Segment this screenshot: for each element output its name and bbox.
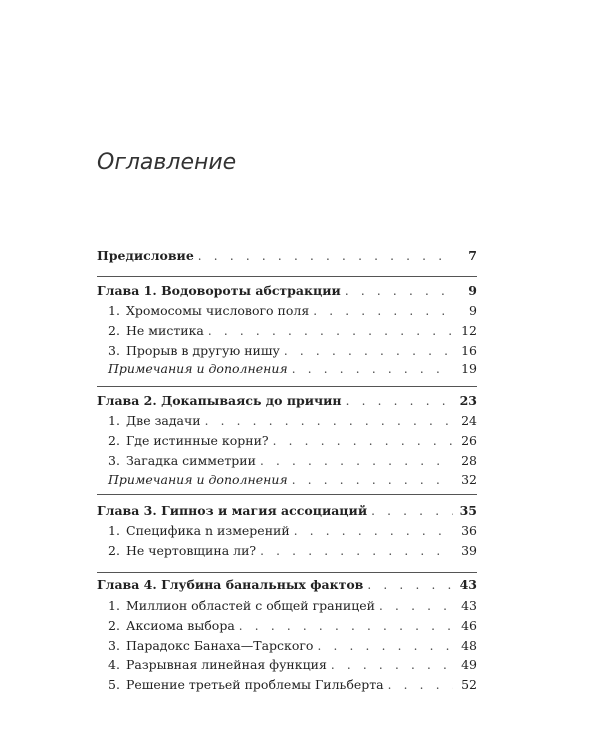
toc-section-row bbox=[108, 343, 477, 359]
toc-label: Аксиома выбора bbox=[126, 618, 235, 633]
dot-leader bbox=[317, 638, 453, 654]
toc-label: Примечания и дополнения bbox=[108, 361, 288, 376]
toc-page-number: 52 bbox=[461, 677, 477, 692]
dot-leader bbox=[346, 393, 453, 409]
toc-number: 2. bbox=[108, 323, 120, 338]
toc-label: Миллион областей с общей границей bbox=[126, 598, 376, 613]
toc-chapter-row bbox=[97, 393, 477, 409]
toc-label: Не мистика bbox=[126, 323, 204, 338]
dot-leader bbox=[292, 361, 453, 377]
toc-section-row bbox=[108, 618, 477, 634]
toc-notes-row bbox=[108, 361, 477, 377]
dot-leader bbox=[292, 472, 453, 488]
toc-page-number: 39 bbox=[461, 543, 477, 558]
dot-leader bbox=[371, 503, 453, 519]
dot-leader bbox=[284, 343, 453, 359]
toc-page-number: 48 bbox=[461, 638, 477, 653]
toc-number: 2. bbox=[108, 618, 120, 633]
dot-leader bbox=[367, 577, 453, 593]
dot-leader bbox=[198, 248, 453, 264]
toc-label: Две задачи bbox=[126, 413, 201, 428]
toc-number: 2. bbox=[108, 433, 120, 448]
dot-leader bbox=[345, 283, 453, 299]
divider bbox=[97, 572, 477, 573]
toc-label: Загадка симметрии bbox=[126, 453, 256, 468]
dot-leader bbox=[260, 453, 453, 469]
toc-label: Примечания и дополнения bbox=[108, 472, 288, 487]
toc-number: 4. bbox=[108, 657, 120, 672]
toc-page-number: 28 bbox=[461, 453, 477, 468]
toc-label: Специфика n измерений bbox=[126, 523, 290, 538]
toc-label: Не чертовщина ли? bbox=[126, 543, 257, 558]
toc-section-row bbox=[108, 523, 477, 539]
toc-number: 1. bbox=[108, 413, 120, 428]
toc-page-number: 12 bbox=[461, 323, 477, 338]
toc-label: Предисловие bbox=[97, 248, 194, 263]
toc-label: Хромосомы числового поля bbox=[126, 303, 310, 318]
toc-section-row bbox=[108, 323, 477, 339]
toc-page-number: 46 bbox=[461, 618, 477, 633]
dot-leader bbox=[239, 618, 453, 634]
toc-label: Где истинные корни? bbox=[126, 433, 269, 448]
dot-leader bbox=[313, 303, 453, 319]
dot-leader bbox=[260, 543, 453, 559]
toc-label: Глава 4. Глубина банальных фактов bbox=[97, 577, 364, 592]
divider bbox=[97, 386, 477, 387]
dot-leader bbox=[388, 677, 453, 693]
toc-page-number: 35 bbox=[459, 503, 477, 518]
toc-number: 5. bbox=[108, 677, 120, 692]
toc-number: 3. bbox=[108, 453, 120, 468]
toc-page-number: 26 bbox=[461, 433, 477, 448]
toc-page-number: 43 bbox=[459, 577, 477, 592]
dot-leader bbox=[294, 523, 453, 539]
dot-leader bbox=[331, 657, 453, 673]
toc-label: Решение третьей проблемы Гильберта bbox=[126, 677, 384, 692]
toc-number: 3. bbox=[108, 638, 120, 653]
toc-section-row bbox=[108, 598, 477, 614]
toc-notes-row bbox=[108, 472, 477, 488]
toc-page-number: 49 bbox=[461, 657, 477, 672]
toc-section-row bbox=[108, 433, 477, 449]
toc-section-row bbox=[108, 453, 477, 469]
dot-leader bbox=[208, 323, 453, 339]
toc-label: Прорыв в другую нишу bbox=[126, 343, 280, 358]
toc-number: 1. bbox=[108, 598, 120, 613]
toc-label: Парадокс Банаха—Тарского bbox=[126, 638, 314, 653]
toc-section-row bbox=[108, 638, 477, 654]
toc-page-number: 9 bbox=[469, 303, 477, 318]
toc-number: 2. bbox=[108, 543, 120, 558]
toc-label: Разрывная линейная функция bbox=[126, 657, 327, 672]
dot-leader bbox=[379, 598, 453, 614]
toc-chapter-row bbox=[97, 283, 477, 299]
toc-page-number: 36 bbox=[461, 523, 477, 538]
dot-leader bbox=[273, 433, 453, 449]
toc-section-row bbox=[108, 677, 477, 693]
toc-number: 1. bbox=[108, 523, 120, 538]
toc-page-number: 16 bbox=[461, 343, 477, 358]
toc-label: Глава 1. Водовороты абстракции bbox=[97, 283, 341, 298]
toc-section-row bbox=[108, 657, 477, 673]
toc-page-number: 7 bbox=[468, 248, 477, 263]
toc-page-number: 24 bbox=[461, 413, 477, 428]
page-title: Оглавление bbox=[97, 150, 237, 175]
divider bbox=[97, 276, 477, 277]
toc-chapter-row bbox=[97, 503, 477, 519]
toc-page-number: 32 bbox=[461, 472, 477, 487]
toc-number: 1. bbox=[108, 303, 120, 318]
toc-page-number: 19 bbox=[461, 361, 477, 376]
toc-page-number: 9 bbox=[468, 283, 477, 298]
toc-page-number: 23 bbox=[459, 393, 477, 408]
toc-section-row bbox=[108, 413, 477, 429]
dot-leader bbox=[205, 413, 453, 429]
toc-chapter-row bbox=[97, 248, 477, 264]
toc-section-row bbox=[108, 543, 477, 559]
toc-label: Глава 2. Докапываясь до причин bbox=[97, 393, 342, 408]
toc-chapter-row bbox=[97, 577, 477, 593]
toc-label: Глава 3. Гипноз и магия ассоциаций bbox=[97, 503, 368, 518]
toc-section-row bbox=[108, 303, 477, 319]
toc-page-number: 43 bbox=[461, 598, 477, 613]
toc-number: 3. bbox=[108, 343, 120, 358]
divider bbox=[97, 494, 477, 495]
